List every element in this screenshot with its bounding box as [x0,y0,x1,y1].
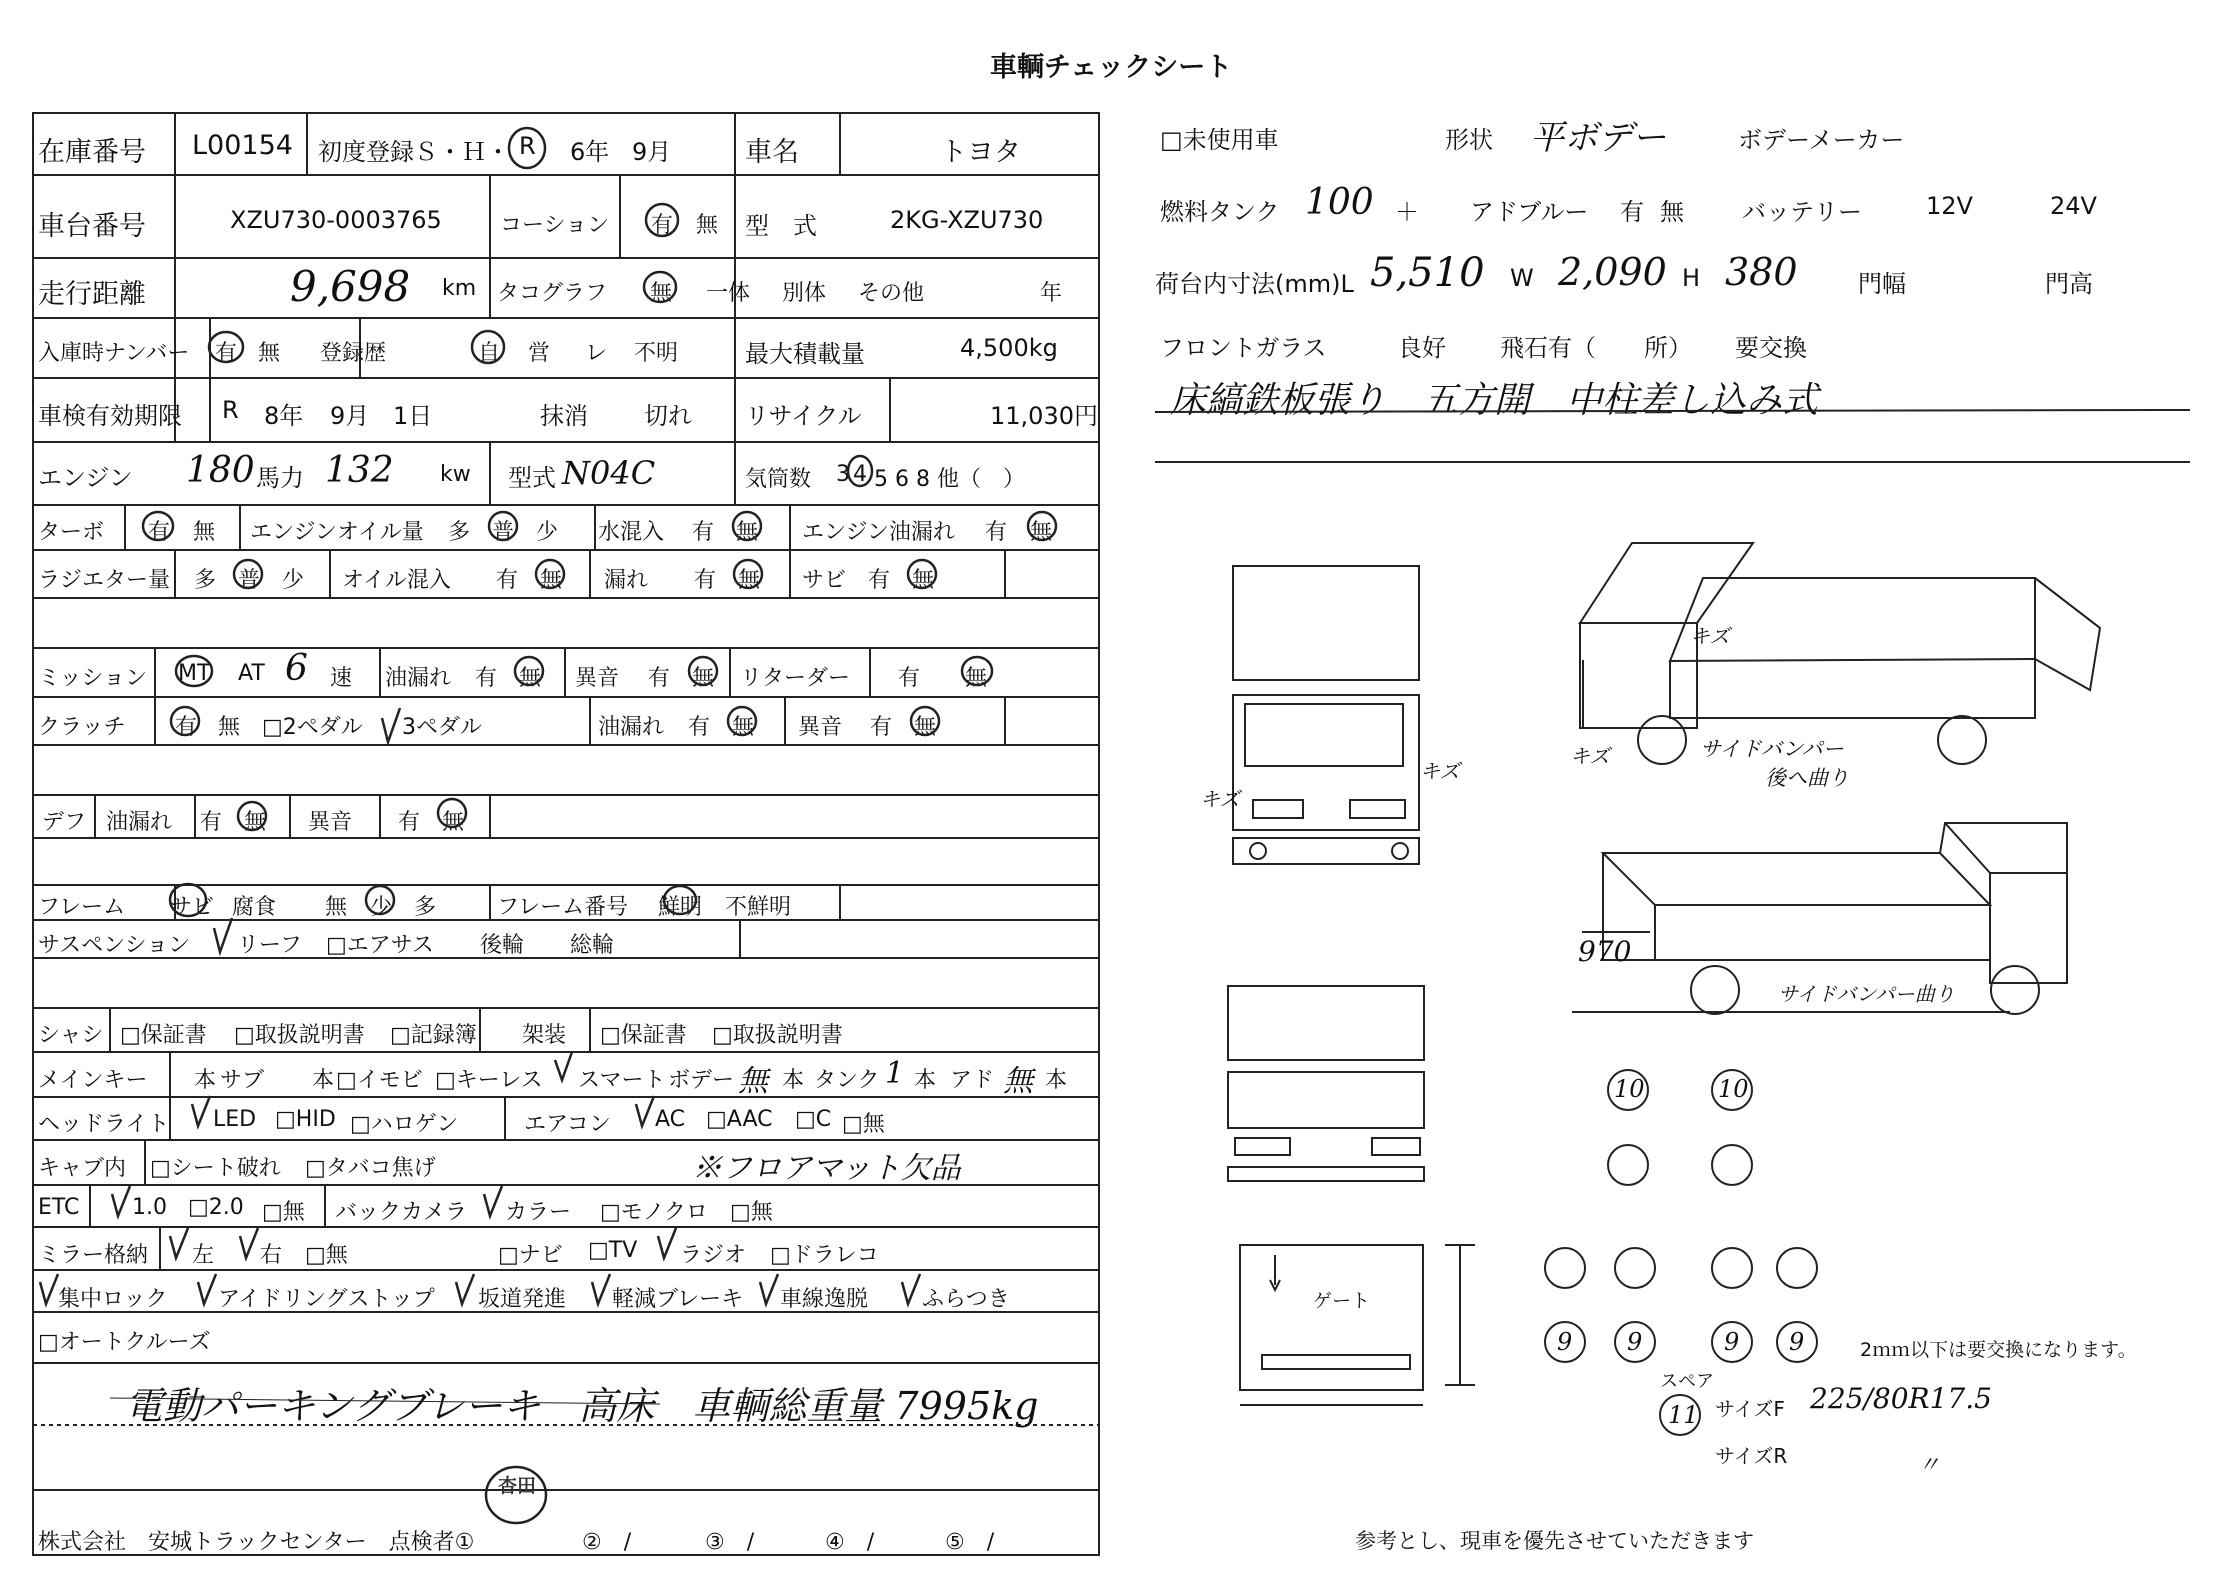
frame-number-clear: 鮮明 [658,895,703,920]
body-note: 床縞鉄板張り 五方開 中柱差し込み式 [1170,380,1819,421]
tacho-opt2: 別体 [782,281,827,306]
water-label: 水混入 [598,520,665,545]
clutch-noise-label: 異音 [798,715,843,740]
cab-note: ※フロアマット欠品 [692,1151,961,1186]
oil-amount-label: エンジンオイル量 [250,520,424,545]
frame-number-unclear: 不鮮明 [725,895,792,920]
coating-label: コーション [500,213,610,238]
inspection-era: R [222,396,239,424]
turbo-label: ターボ [38,520,105,545]
etc-1: 1.0 [132,1195,167,1220]
history-business: 営 [528,341,551,366]
frame-rust: サビ [170,895,215,920]
tacho-opt3: その他 [858,281,925,306]
inspector-4: ④ / [825,1530,875,1555]
cargo-width-label: W [1510,264,1534,292]
fuel-tank-value: 100 [1305,182,1374,223]
mission-speed-num: 6 [285,648,308,689]
battery-label: バッテリー [1742,198,1862,226]
damage-note-1: キズ [1200,787,1240,811]
clutch-2pedal: □2ペダル [262,715,363,740]
chassis-number: XZU730-0003765 [230,206,442,234]
key-immobilizer: □イモビ [336,1068,423,1093]
coating-no: 無 [696,213,719,238]
plate-label: 入庫時ナンバー [38,341,190,366]
stock-number: L00154 [192,130,293,161]
oil-mix-no: 無 [540,568,563,593]
headlight-label: ヘッドライト [38,1112,170,1137]
chassis-manual: □取扱説明書 [234,1023,365,1048]
tacho-none: 無 [650,281,673,306]
adblue-yes: 有 [1620,198,1644,226]
windshield-chip: 飛石有（ 所） [1500,334,1692,362]
body-warranty: □保証書 [600,1023,687,1048]
damage-note-3: キズ [1690,624,1730,648]
mission-noise-yes: 有 [648,666,671,691]
page-title: 車輌チェックシート [990,52,1233,83]
recycle-label: リサイクル [745,402,862,430]
aircon-none: □無 [842,1112,885,1137]
clutch-noise-yes: 有 [870,715,893,740]
inspector-3: ③ / [705,1530,755,1555]
diff-oil-leak-label: 油漏れ [106,810,173,835]
headlight-hid: □HID [275,1107,336,1132]
inspector-5: ⑤ / [945,1530,995,1555]
size-front: 225/80R17.5 [1810,1382,1992,1415]
cylinder-selected: 4 [853,462,867,487]
dashcam: □ドラレコ [770,1243,879,1268]
mission-noise-label: 異音 [575,666,620,691]
clutch-label: クラッチ [38,715,126,740]
fuel-plus: ＋ [1395,198,1419,226]
mission-label: ミッション [38,666,148,691]
diff-noise-label: 異音 [308,810,353,835]
damage-note-4: キズ [1570,744,1610,768]
damage-note-2: キズ [1420,759,1460,783]
tire-front-right: 10 [1718,1075,1749,1103]
history-label: 登録歴 [320,341,387,366]
windshield-replace: 要交換 [1735,334,1807,362]
tire-rear-3: 9 [1724,1328,1740,1356]
cargo-height-label: H [1682,264,1701,292]
cab-seat-tear: □シート破れ [150,1156,281,1181]
footer-company: 株式会社 安城トラックセンター 点検者① [38,1530,475,1555]
engine-oil-leak-yes: 有 [985,520,1008,545]
side-bumper-note-2: 後へ曲り [1765,766,1849,790]
diff-oil-leak-no: 無 [244,810,267,835]
oil-amount-low: 少 [536,520,559,545]
diff-noise-yes: 有 [398,810,421,835]
retarder-yes: 有 [898,666,921,691]
truck-side-view-left [1580,543,2100,764]
mileage-label: 走行距離 [38,279,146,310]
sub-key-label: サブ [220,1068,265,1093]
ad-key-value: 無 [1003,1064,1033,1099]
cylinder-label: 気筒数 [745,467,812,492]
frame-number-label: フレーム番号 [497,895,629,920]
frame-corrosion-label: 腐食 [232,895,277,920]
first-registration-label: 初度登録Ｓ・Ｈ・ [318,138,510,166]
clutch-oil-leak-yes: 有 [688,715,711,740]
adblue-no: 無 [1660,198,1684,226]
chassis-warranty: □保証書 [120,1023,207,1048]
oil-amount-high: 多 [448,520,471,545]
cab-tobacco-burn: □タバコ焦げ [305,1156,436,1181]
mission-speed: 速 [330,666,353,691]
mission-oil-leak-no: 無 [519,666,542,691]
radiator-mid: 普 [238,568,261,593]
auto-cruise: □オートクルーズ [38,1330,211,1355]
leak-no: 無 [738,568,761,593]
tv: □TV [588,1238,638,1263]
clutch-no: 無 [218,715,241,740]
tank-key-hon: 本 [914,1068,937,1093]
wobble-warning: ふらつき [922,1287,1010,1312]
recycle-value: 11,030円 [990,402,1098,430]
oil-amount-mid: 普 [492,520,515,545]
frame-label: フレーム [38,895,126,920]
radio: ラジオ [680,1243,747,1268]
body-key-label: ボデー [668,1068,735,1093]
spare-label: スペア [1660,1371,1714,1392]
body-docs-label: 架装 [522,1023,567,1048]
engine-oil-leak-label: エンジン油漏れ [802,520,955,545]
clutch-3pedal: 3ペダル [402,715,482,740]
chassis-record: □記録簿 [390,1023,477,1048]
mileage-value: 9,698 [290,262,411,311]
retarder-no: 無 [965,666,988,691]
radiator-label: ラジエター量 [38,568,171,593]
retarder-label: リターダー [740,666,851,691]
inspection-month: 9月 [330,402,370,430]
side-bumper-note: サイドバンパー [1700,737,1844,761]
cab-label: キャブ内 [38,1156,127,1181]
plate-yes: 有 [215,341,238,366]
diff-label: デフ [42,810,87,835]
clutch-noise-no: 無 [914,715,937,740]
expired: 切れ [644,402,692,430]
camera-none: □無 [730,1200,773,1225]
tacho-opt1: 一体 [706,281,751,306]
inspector-stamp: 杏田 [497,1475,536,1497]
remarks: 電動パーキングブレーキ 高床 車輌総重量 7995kg [125,1384,1039,1428]
mirror-right: 右 [260,1243,283,1268]
etc-none: □無 [262,1200,305,1225]
history-unknown: 不明 [634,341,679,366]
history-rental: レ [585,341,608,366]
idling-stop: アイドリングストップ [218,1287,435,1312]
etc-2: □2.0 [188,1195,244,1220]
body-manual: □取扱説明書 [712,1023,843,1048]
engine-kw-unit: kw [440,462,471,487]
tire-note: 2ｍｍ以下は要交換になります。 [1860,1339,2137,1361]
water-no: 無 [736,520,759,545]
registration-month: 9月 [632,138,672,166]
unused-vehicle: □未使用車 [1160,126,1279,154]
tire-spare: 11 [1668,1401,1699,1429]
mileage-unit: km [442,276,477,301]
gate-width-label: 門幅 [1858,270,1906,298]
inspector-2: ② / [582,1530,632,1555]
tire-rear-4: 9 [1789,1328,1805,1356]
gate-label: ゲート [1313,1290,1371,1312]
shape-label: 形状 [1445,126,1493,154]
engine-ps: 180 [186,450,255,491]
windshield-label: フロントガラス [1160,334,1327,362]
tank-key-value: 1 [885,1056,905,1091]
aircon-c: □C [795,1107,832,1132]
max-load-label: 最大積載量 [745,340,865,368]
leak-yes: 有 [694,568,717,593]
model-label: 型 式 [745,212,817,240]
inspection-label: 車検有効期限 [38,402,182,430]
inspection-day: 1日 [393,402,433,430]
tire-rear-2: 9 [1627,1328,1643,1356]
central-lock: 集中ロック [58,1287,168,1312]
clutch-oil-leak-label: 油漏れ [598,715,665,740]
cargo-width: 2,090 [1558,250,1667,294]
cancelled: 抹消 [540,402,588,430]
vehicle-name-label: 車名 [745,137,799,168]
battery-12v: 12V [1926,192,1973,220]
back-camera-label: バックカメラ [335,1200,468,1225]
plate-no: 無 [258,341,281,366]
height-970: 970 [1578,935,1632,968]
headlight-halogen: □ハロゲン [350,1112,459,1137]
radiator-low: 少 [282,568,305,593]
cylinder-opt: 3 [836,462,850,487]
etc-label: ETC [38,1195,80,1220]
registration-era: R [519,132,536,160]
tire-rear-1: 9 [1557,1328,1573,1356]
model-value: 2KG-XZU730 [890,206,1044,234]
aircon-ac: AC [655,1107,686,1132]
side-bumper-bent-note: サイドバンパー曲り [1778,982,1955,1006]
mirror-left: 左 [192,1243,215,1268]
engine-oil-leak-no: 無 [1030,520,1053,545]
disclaimer: 参考とし、現車を優先させていただきます [1355,1529,1754,1553]
mission-at: AT [238,661,265,686]
main-key-label: メインキー [38,1068,148,1093]
cargo-length: 5,510 [1370,250,1485,296]
windshield-good: 良好 [1398,334,1446,362]
engine-kw: 132 [325,450,394,491]
stock-label: 在庫番号 [38,137,146,168]
diff-noise-no: 無 [442,810,465,835]
oil-mix-label: オイル混入 [342,568,451,593]
mirror-label: ミラー格納 [38,1243,149,1268]
sub-key-hon: 本 [312,1068,335,1093]
headlight-led: LED [213,1107,257,1132]
engine-type-label: 型式 [508,464,556,492]
mirror-none: □無 [305,1243,348,1268]
cargo-size-label: 荷台内寸法(mm)L [1155,270,1354,298]
vehicle-maker: トヨタ [940,137,1021,168]
battery-24v: 24V [2050,192,2097,220]
size-rear-label: サイズR [1715,1444,1788,1468]
camera-mono: □モノクロ [600,1200,708,1225]
fuel-tank-label: 燃料タンク [1160,198,1280,226]
turbo-no: 無 [193,520,216,545]
key-keyless: □キーレス [435,1068,543,1093]
size-front-label: サイズF [1715,1397,1785,1421]
engine-ps-unit: 馬力 [256,464,304,492]
gate-height-label: 門高 [2045,270,2093,298]
corrosion-none: 無 [325,895,348,920]
coating-yes: 有 [651,213,674,238]
adblue-label: アドブルー [1470,198,1589,226]
tire-front-left: 10 [1614,1075,1645,1103]
suspension-leaf: リーフ [237,933,302,958]
water-yes: 有 [692,520,715,545]
corrosion-many: 多 [414,895,437,920]
aircon-aac: □AAC [706,1107,773,1132]
inspection-year: 8年 [264,402,304,430]
suspension-all: 総輪 [570,933,615,958]
mission-oil-leak-label: 油漏れ [385,666,452,691]
chassis-docs-label: シャシ [38,1023,104,1048]
tank-key-label: タンク [814,1068,880,1093]
body-key-value: 無 [738,1064,768,1099]
corrosion-few: 少 [370,895,393,920]
aircon-label: エアコン [524,1112,611,1137]
diff-oil-leak-yes: 有 [200,810,223,835]
cargo-height: 380 [1725,250,1798,294]
rust-yes: 有 [868,568,891,593]
truck-front-view [1233,566,1419,864]
truck-rear-view [1228,986,1424,1181]
key-smart: スマート [578,1068,666,1093]
shape-value: 平ボデー [1530,118,1666,158]
history-own: 自 [478,341,501,366]
gate-diagram [1240,1245,1475,1405]
chassis-label: 車台番号 [38,211,146,242]
body-key-hon: 本 [782,1068,805,1093]
main-key-hon: 本 [194,1068,217,1093]
clutch-oil-leak-no: 無 [732,715,755,740]
tachograph-label: タコグラフ [497,281,608,306]
suspension-rear: 後輪 [480,933,525,958]
mission-noise-no: 無 [692,666,715,691]
leak-label: 漏れ [604,568,649,593]
max-load-value: 4,500kg [960,334,1058,362]
clutch-yes: 有 [175,715,198,740]
tacho-year: 年 [1040,281,1063,306]
ad-key-label: アド [950,1068,995,1093]
mission-oil-leak-yes: 有 [475,666,498,691]
cylinder-rest: 5 6 8 他（ ） [874,467,1025,492]
suspension-air: □エアサス [326,933,434,958]
rust-no: 無 [912,568,935,593]
lane-departure: 車線逸脱 [780,1287,869,1312]
size-rear: 〃 [1918,1453,1941,1478]
rust-label: サビ [802,568,847,593]
navi: □ナビ [498,1243,563,1268]
suspension-label: サスペンション [38,933,191,958]
mission-mt: MT [178,661,211,686]
radiator-high: 多 [194,568,217,593]
collision-brake: 軽減ブレーキ [612,1287,744,1312]
engine-label: エンジン [38,464,133,492]
body-maker-label: ボデーメーカー [1738,126,1905,154]
oil-mix-yes: 有 [496,568,519,593]
camera-color: カラー [505,1200,572,1225]
engine-type: N04C [562,454,656,492]
ad-key-hon: 本 [1045,1068,1068,1093]
hill-start: 坂道発進 [478,1287,567,1312]
registration-year: 6年 [570,138,610,166]
turbo-yes: 有 [148,520,171,545]
